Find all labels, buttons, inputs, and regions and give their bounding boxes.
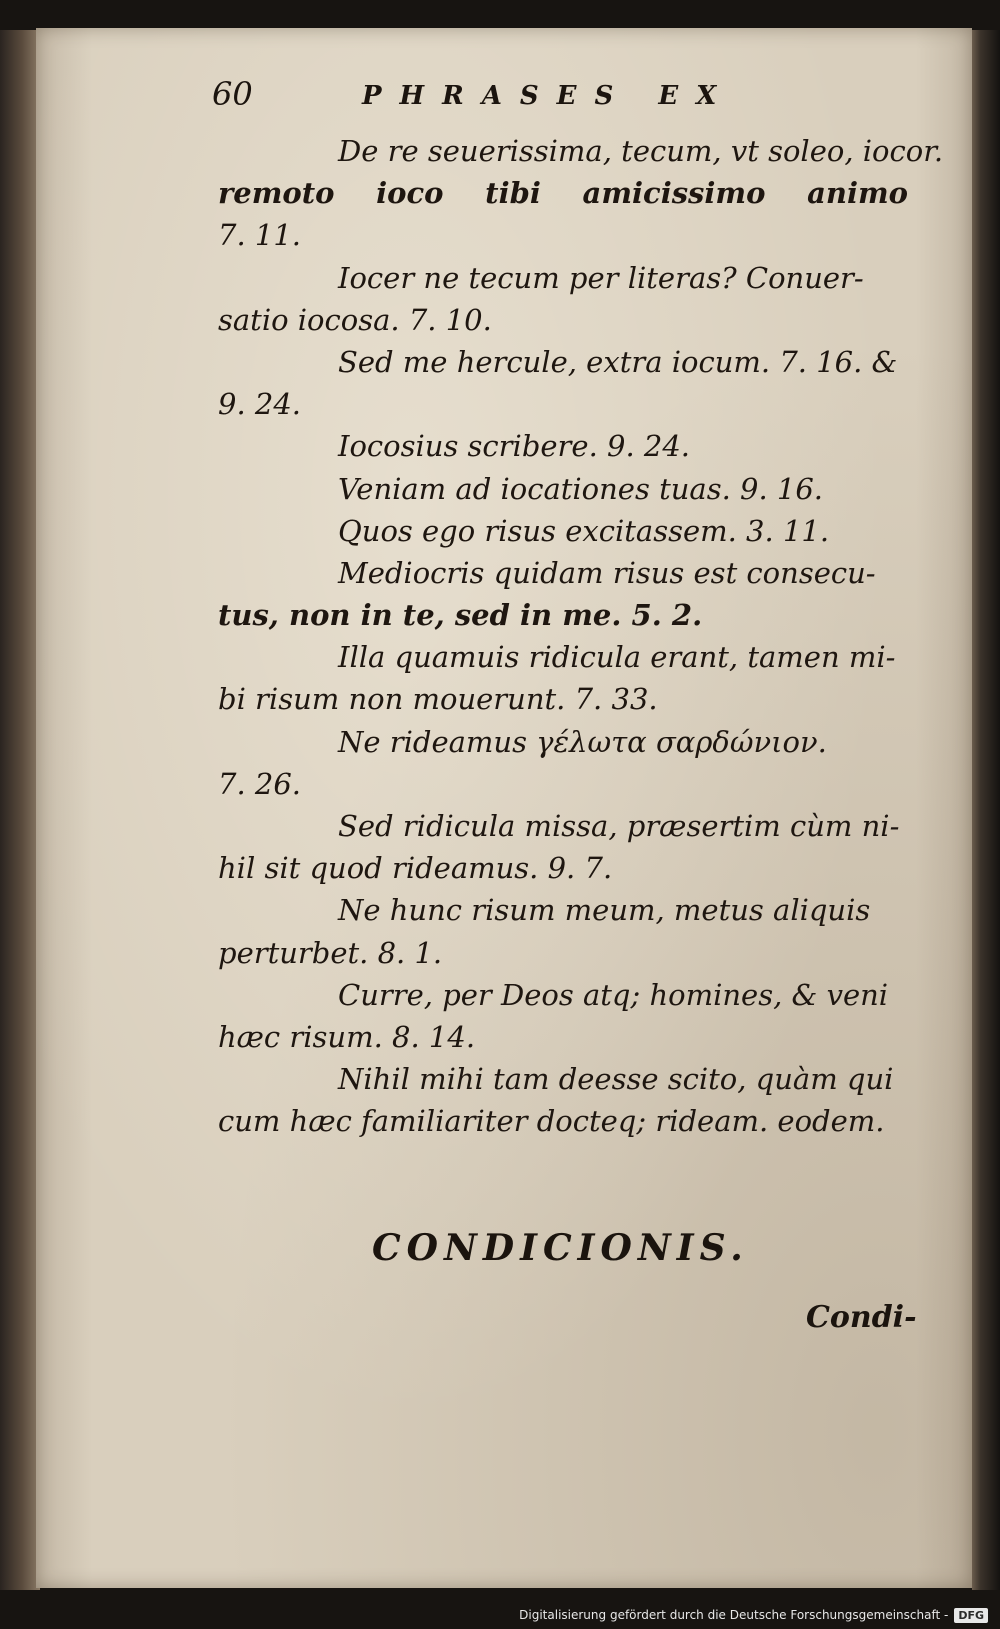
text-line: hæc risum. 8. 14. — [218, 1019, 476, 1054]
text-line: Sed ridicula missa, præsertim cùm ni- — [338, 809, 900, 843]
section-heading: CONDICIONIS. — [372, 1227, 749, 1269]
text-line: De re seuerissima, tecum, vt soleo, iocor. — [338, 134, 944, 168]
text-line: Nihil mihi tam deesse scito, quàm qui — [338, 1062, 894, 1097]
text-line: Veniam ad iocationes tuas. 9. 16. — [338, 471, 824, 506]
book-edge-right — [972, 30, 1000, 1590]
text-line: Ne rideamus γέλωτα σαρδώνιον. — [338, 724, 827, 759]
page-header — [212, 75, 772, 125]
text-line: 7. 26. — [218, 766, 302, 801]
text-line: satio iocosa. 7. 10. — [218, 302, 492, 337]
text-line: Curre, per Deos atq; homines, & veni — [338, 977, 889, 1012]
text-line: Ne hunc risum meum, metus aliquis — [338, 893, 871, 928]
text-line: hil sit quod rideamus. 9. 7. — [218, 851, 613, 886]
text-line: 9. 24. — [218, 387, 302, 422]
digitization-credit — [519, 1603, 988, 1627]
text-line: 7. 11. — [218, 218, 302, 253]
text-line: Illa quamuis ridicula erant, tamen mi- — [338, 640, 896, 675]
running-head: PHRASES EX — [362, 81, 735, 111]
text-line: Mediocris quidam risus est consecu- — [338, 555, 876, 590]
credit-text: Digitalisierung gefördert durch die Deutsche Forschungsgemeinschaft - — [519, 1608, 949, 1622]
text-line: perturbet. 8. 1. — [218, 935, 443, 970]
dfg-logo: DFG — [954, 1608, 988, 1623]
text-line: Quos ego risus excitassem. 3. 11. — [338, 513, 830, 548]
text-line: tus, non in te, sed in me. 5. 2. — [218, 598, 703, 633]
text-line: cum hæc familiariter docteq; rideam. eodem. — [218, 1104, 885, 1139]
text-line: Iocosius scribere. 9. 24. — [338, 429, 691, 464]
body-text — [218, 130, 944, 1143]
catchword: Condi- — [806, 1300, 917, 1335]
text-line: Sed me hercule, extra iocum. 7. 16. & — [338, 344, 898, 379]
text-line: Iocer ne tecum per literas? Conuer- — [338, 260, 864, 295]
page-number: 60 — [212, 75, 253, 113]
book-edge-left — [0, 30, 40, 1590]
text-line: remoto ioco tibi amicissimo animo — [218, 176, 908, 211]
text-line: bi risum non mouerunt. 7. 33. — [218, 682, 658, 717]
